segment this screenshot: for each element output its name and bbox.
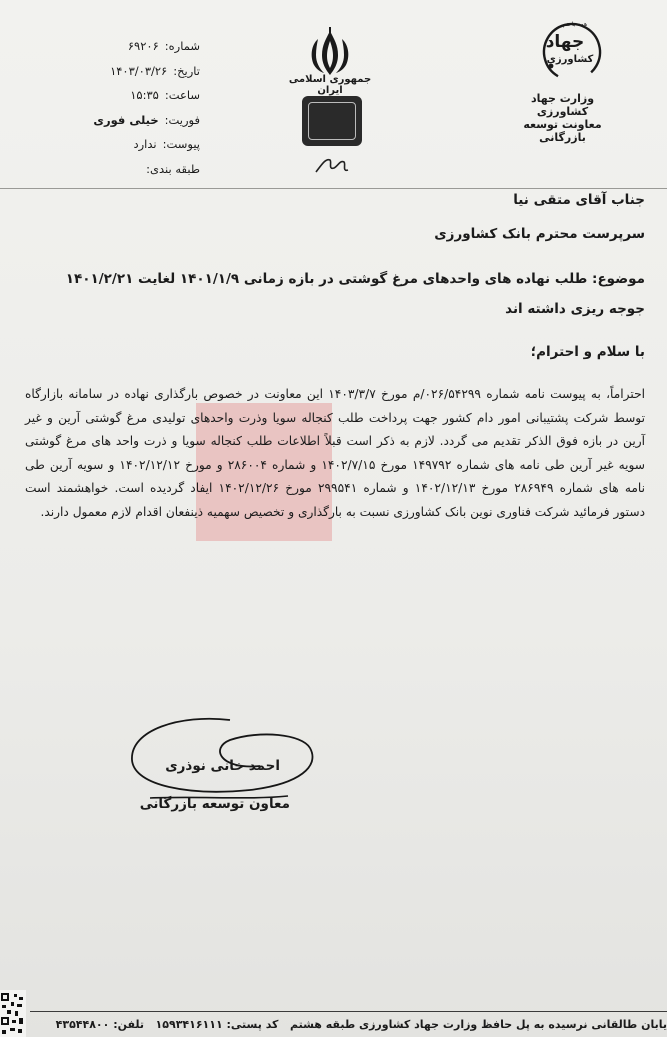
number-label: شماره: (164, 39, 200, 53)
classification-label: طبقه بندی: (146, 161, 200, 176)
phone-number: ۴۳۵۴۴۸۰۰ (55, 1018, 110, 1031)
attachment-value: ندارد (133, 137, 157, 151)
phone-label: تلفن: (113, 1018, 145, 1031)
greeting: با سلام و احترام؛ (530, 344, 645, 360)
postal-code: ۱۵۹۳۴۱۶۱۱۱ (155, 1018, 223, 1031)
jahad-logo-icon (540, 20, 604, 84)
time-label: ساعت: (164, 88, 200, 102)
addressee: جناب آقای متقی نیا (513, 192, 645, 208)
addressee-title: سرپرست محترم بانک کشاورزی (434, 226, 645, 242)
postal-label: کد پستی: (226, 1018, 279, 1031)
footer-divider (30, 1011, 667, 1012)
small-signature-icon (312, 150, 352, 178)
date-label: تاریخ: (173, 63, 200, 78)
urgency-label: فوریت: (164, 112, 200, 127)
urgency-value: خیلی فوری (93, 112, 159, 127)
logo-title: جهاد (545, 32, 585, 52)
letter-metadata (50, 34, 200, 181)
footer-address: یابان طالقانی نرسیده به پل حافظ وزارت جهاد کشاورزی طبقه هشتم (289, 1018, 667, 1031)
date-value: ۱۴۰۳/۰۳/۲۶ (110, 63, 168, 78)
emblem-caption: جمهوری اسلامی ایران (288, 74, 372, 96)
header-divider (0, 188, 667, 189)
bank-seal-stamp (302, 96, 362, 146)
logo-slogan: همه با هم (562, 21, 588, 28)
signer-title: معاون توسعه بازرگانی (139, 796, 290, 812)
letter-body: احتراماً، به پیوست نامه شماره ۰۲۶/۵۴۲۹۹/م مورخ ۱۴۰۳/۳/۷ این معاونت در خصوص بارگذاری نهاده در سامانه بازارگاه توسط شرکت پشتیبانی امور دام کشور جهت پرداخت طلب کنجاله سویا وذرت واحدهای تولیدی مرغ گوشتی آرین و غیر آرین در بازه فوق الذکر تقدیم می گردد. لازم به ذکر است قبلاً اطلاعات طلب کنجاله سویا و ذرت واحد های مرغ گوشتی سویه غیر آرین طی نامه های شماره ۱۴۹۷۹۲ مورخ ۱۴۰۲/۷/۱۵ و شماره ۲۸۶۰۰۴ و مورخ ۱۴۰۲/۱۲/۱۲ و سویه آرین طی نامه های شماره ۲۸۶۹۴۹ مورخ ۱۴۰۲/۱۲/۱۳ و شماره ۲۹۹۵۴۱ مورخ ۱۴۰۲/۱۲/۲۶ ایفاد گردیده است. خواهشمند است دستور فرمائید شرکت فناوری نوین بانک کشاورزی نسبت به بارگذاری و تخصیص سهمیه ذینفعان اقدام لازم معمول دارند. (25, 387, 646, 519)
letter-subject: موضوع: طلب نهاده های واحدهای مرغ گوشتی در بازه زمانی ۱۴۰۱/۱/۹ لغایت ۱۴۰۱/۲/۲۱ جوجه ریزی داشته اند (65, 271, 645, 317)
qr-code-icon (0, 990, 26, 1037)
number-value: ۶۹۲۰۶ (127, 39, 159, 53)
footer-contact (30, 1018, 667, 1031)
signer-name: احمد خانی نوذری (165, 758, 280, 774)
deputy-name: معاونت توسعه بازرگانی (523, 118, 602, 144)
attachment-label: پیوست: (162, 137, 200, 151)
logo-subtitle: کشاورزی (546, 54, 594, 65)
ministry-name: وزارت جهاد کشاورزی (530, 92, 595, 118)
time-value: ۱۵:۳۵ (130, 88, 159, 102)
